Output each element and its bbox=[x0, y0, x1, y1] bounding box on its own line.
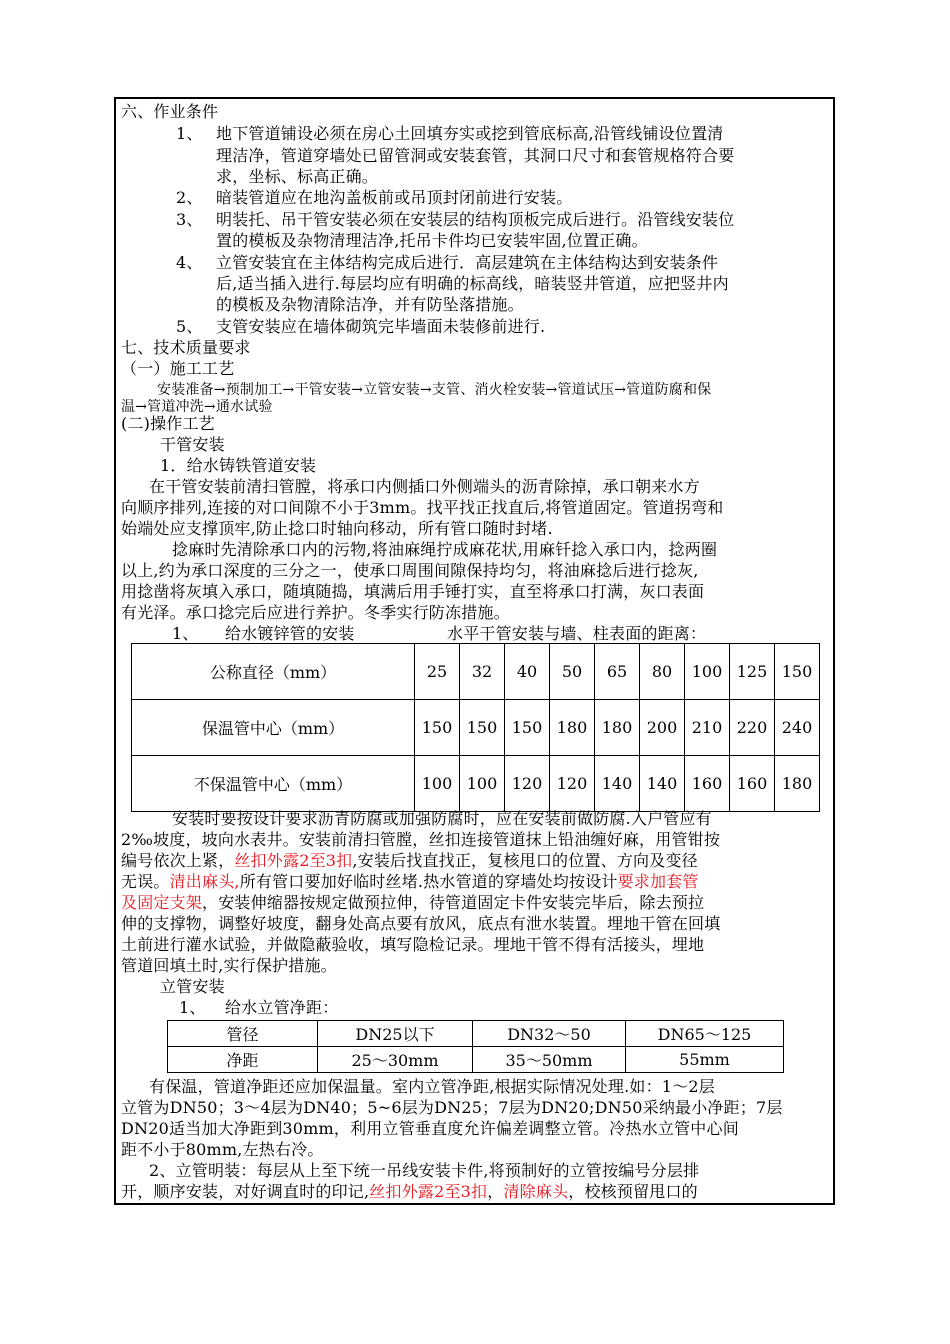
paragraph-line: 2、立管明装：每层从上至下统一吊线安装卡件,将预制好的立管按编号分层排 bbox=[149, 1161, 700, 1180]
list-item-text: 明装托、吊干管安装必须在安装层的结构顶板完成后进行。沿管线安装位 bbox=[216, 210, 735, 229]
list-item-number: 5、 bbox=[176, 317, 203, 336]
row-label: 不保温管中心（mm） bbox=[132, 756, 415, 812]
paragraph-line: 在干管安装前清扫管膛，将承口内侧插口外侧端头的沥青除掉，承口朝来水方 bbox=[149, 477, 700, 496]
row-label: 公称直径（mm） bbox=[132, 644, 415, 700]
paragraph-line: 始端处应支撑顶牢,防止捻口时轴向移动，所有管口随时封堵. bbox=[121, 519, 553, 538]
paragraph-line: 有保温，管道净距还应加保温量。室内立管净距,根据实际情况处理.如：1～2层 bbox=[149, 1077, 715, 1096]
table-cell: 100 bbox=[415, 756, 460, 812]
list-item-text: 求，坐标、标高正确。 bbox=[216, 167, 379, 186]
table-cell: 125 bbox=[730, 644, 775, 700]
list-item-text: 理洁净，管道穿墙处已留管洞或安装套管，其洞口尺寸和套管规格符合要 bbox=[216, 146, 735, 165]
paragraph-line: 立管为DN50；3～4层为DN40；5~6层为DN25；7层为DN20;DN50采纳最小净距；7层 bbox=[121, 1098, 783, 1117]
list-item-text: 立管安装宜在主体结构完成后进行．高层建筑在主体结构达到安装条件 bbox=[216, 253, 719, 272]
table-cell: 100 bbox=[685, 644, 730, 700]
list-item-number: 3、 bbox=[176, 210, 203, 229]
paragraph-line: 以上,约为承口深度的三分之一，使承口周围间隙保持均匀，将油麻捻后进行捻灰, bbox=[121, 561, 699, 580]
section-heading: 七、技术质量要求 bbox=[121, 338, 251, 357]
topic-heading: 1．给水铸铁管道安装 bbox=[160, 456, 317, 475]
table-row bbox=[168, 1047, 784, 1073]
table-cell: 25～30mm bbox=[318, 1047, 473, 1073]
table-cell: 180 bbox=[775, 756, 820, 812]
paragraph-line: 2‰坡度，坡向水表井。安装前清扫管膛，丝扣连接管道抹上铅油缠好麻，用管钳按 bbox=[121, 830, 721, 849]
section-heading: 六、作业条件 bbox=[121, 102, 219, 121]
distance-table bbox=[131, 643, 820, 812]
paragraph-line: 及固定支架，安装伸缩器按规定做预拉伸，待管道固定卡件安装完毕后，除去预拉 bbox=[121, 893, 705, 912]
table-cell: 140 bbox=[640, 756, 685, 812]
highlight-text: 要求加套管 bbox=[617, 872, 699, 891]
table-header-cell: DN32～50 bbox=[473, 1021, 626, 1047]
highlight-text: 清出麻头, bbox=[169, 872, 240, 891]
table-row bbox=[132, 756, 820, 812]
table-cell: 120 bbox=[550, 756, 595, 812]
table-cell: 150 bbox=[505, 700, 550, 756]
table-row bbox=[132, 644, 820, 700]
table-cell: 160 bbox=[730, 756, 775, 812]
topic-heading: 立管安装 bbox=[160, 977, 225, 996]
table-cell: 80 bbox=[640, 644, 685, 700]
table-cell: 35～50mm bbox=[473, 1047, 626, 1073]
table-caption: 给水立管净距： bbox=[225, 998, 339, 1017]
table-cell: 150 bbox=[460, 700, 505, 756]
table-cell: 净距 bbox=[168, 1047, 318, 1073]
table-cell: 100 bbox=[460, 756, 505, 812]
table-cell: 65 bbox=[595, 644, 640, 700]
list-item-text: 后,适当插入进行.每层均应有明确的标高线，暗装竖井管道，应把竖井内 bbox=[216, 274, 729, 293]
subsection-heading: (二)操作工艺 bbox=[121, 414, 215, 433]
table-cell: 25 bbox=[415, 644, 460, 700]
table-cell: 55mm bbox=[626, 1047, 784, 1073]
table-cell: 210 bbox=[685, 700, 730, 756]
paragraph-line: 安装时要按设计要求沥青防腐或加强防腐时，应在安装前做防腐.入户管应有 bbox=[172, 809, 712, 828]
topic-heading: 给水镀锌管的安装 bbox=[225, 624, 355, 643]
list-item-number: 2、 bbox=[176, 188, 203, 207]
list-item-number: 1、 bbox=[176, 124, 203, 143]
paragraph-line: 捻麻时先清除承口内的污物,将油麻绳拧成麻花状,用麻钎捻入承口内，捻两圈 bbox=[172, 540, 718, 559]
list-item-number: 4、 bbox=[176, 253, 203, 272]
topic-heading: 干管安装 bbox=[160, 435, 225, 454]
highlight-text: 丝扣外露2至3扣 bbox=[369, 1182, 488, 1201]
table-cell: 40 bbox=[505, 644, 550, 700]
process-flow: 安装准备→预制加工→干管安装→立管安装→支管、消火栓安装→管道试压→管道防腐和保 bbox=[157, 382, 712, 398]
table-cell: 180 bbox=[550, 700, 595, 756]
process-flow: 温→管道冲洗→通水试验 bbox=[121, 399, 273, 415]
paragraph-line: 伸的支撑物，调整好坡度，翻身处高点要有放风，底点有泄水装置。埋地干管在回填 bbox=[121, 914, 721, 933]
table-cell: 200 bbox=[640, 700, 685, 756]
list-item-text: 地下管道铺设必须在房心土回填夯实或挖到管底标高,沿管线铺设位置清 bbox=[216, 124, 724, 143]
table-cell: 180 bbox=[595, 700, 640, 756]
paragraph-line: 土前进行灌水试验，并做隐蔽验收，填写隐检记录。埋地干管不得有活接头，埋地 bbox=[121, 935, 705, 954]
highlight-text: 及固定支架 bbox=[121, 893, 203, 912]
list-item-text: 暗装管道应在地沟盖板前或吊顶封闭前进行安装。 bbox=[216, 188, 573, 207]
table-header-cell: DN65～125 bbox=[626, 1021, 784, 1047]
table-row bbox=[168, 1021, 784, 1047]
list-item-number: 1、 bbox=[172, 624, 199, 643]
table-cell: 50 bbox=[550, 644, 595, 700]
table-cell: 240 bbox=[775, 700, 820, 756]
list-item-number: 1、 bbox=[179, 998, 206, 1017]
table-header-cell: DN25以下 bbox=[318, 1021, 473, 1047]
list-item-text: 置的模板及杂物清理洁净,托吊卡件均已安装牢固,位置正确。 bbox=[216, 231, 648, 250]
paragraph-line: 管道回填土时,实行保护措施。 bbox=[121, 956, 337, 975]
table-cell: 140 bbox=[595, 756, 640, 812]
paragraph-line: 用捻凿将灰填入承口，随填随捣，填满后用手锤打实，直至将承口打满，灰口表面 bbox=[121, 582, 705, 601]
paragraph-line: 开，顺序安装，对好调直时的印记,丝扣外露2至3扣，清除麻头，校核预留甩口的 bbox=[121, 1182, 698, 1201]
subsection-heading: （一）施工工艺 bbox=[121, 359, 235, 378]
paragraph-line: 距不小于80mm,左热右冷。 bbox=[121, 1140, 324, 1159]
riser-clearance-table bbox=[167, 1020, 784, 1073]
table-cell: 120 bbox=[505, 756, 550, 812]
highlight-text: 清除麻头 bbox=[503, 1182, 569, 1201]
table-cell: 220 bbox=[730, 700, 775, 756]
table-cell: 150 bbox=[775, 644, 820, 700]
list-item-text: 支管安装应在墙体砌筑完毕墙面未装修前进行. bbox=[216, 317, 546, 336]
table-header-cell: 管径 bbox=[168, 1021, 318, 1047]
paragraph-line: 编号依次上紧，丝扣外露2至3扣,安装后找直找正，复核甩口的位置、方向及变径 bbox=[121, 851, 698, 870]
row-label: 保温管中心（mm） bbox=[132, 700, 415, 756]
table-row bbox=[132, 700, 820, 756]
paragraph-line: 无误。清出麻头,所有管口要加好临时丝堵.热水管道的穿墙处均按设计要求加套管 bbox=[121, 872, 699, 891]
highlight-text: 丝扣外露2至3扣 bbox=[234, 851, 353, 870]
paragraph-line: DN20适当加大净距到30mm，利用立管垂直度允许偏差调整立管。冷热水立管中心间 bbox=[121, 1119, 739, 1138]
table-caption: 水平干管安装与墙、柱表面的距离： bbox=[447, 624, 707, 643]
table-cell: 160 bbox=[685, 756, 730, 812]
table-cell: 150 bbox=[415, 700, 460, 756]
list-item-text: 的模板及杂物清除洁净，并有防坠落措施。 bbox=[216, 295, 524, 314]
paragraph-line: 向顺序排列,连接的对口间隙不小于3mm。找平找正找直后,将管道固定。管道拐弯和 bbox=[121, 498, 724, 517]
paragraph-line: 有光泽。承口捻完后应进行养护。冬季实行防冻措施。 bbox=[121, 603, 510, 622]
table-cell: 32 bbox=[460, 644, 505, 700]
